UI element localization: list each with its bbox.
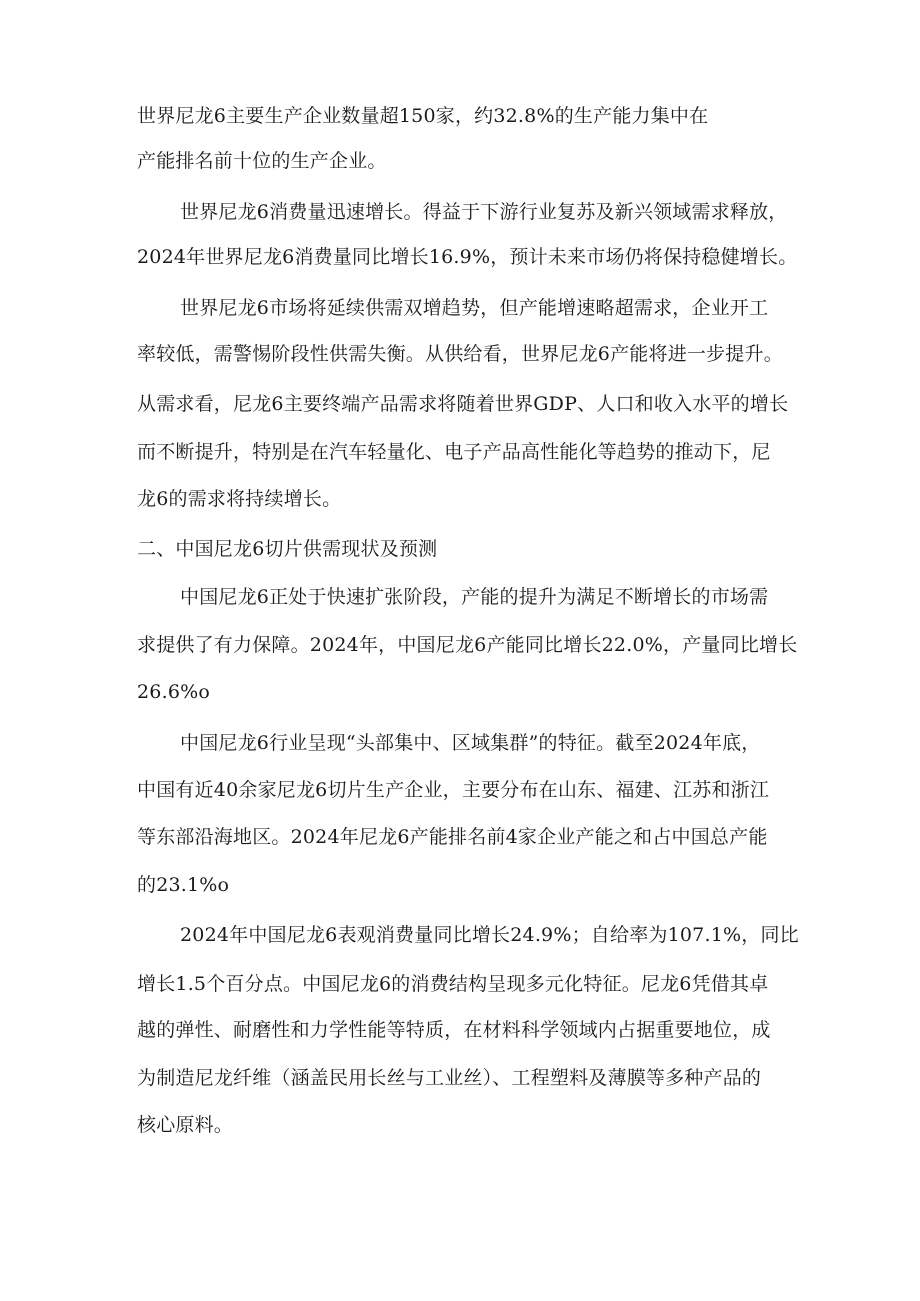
text-line: 龙6的需求将持续增长。: [137, 488, 342, 510]
text-line: 等东部沿海地区。2024年尼龙6产能排名前4家企业产能之和占中国总产能: [137, 826, 768, 848]
text-line: 中国尼龙6正处于快速扩张阶段，产能的提升为满足不断增长的市场需: [180, 586, 769, 608]
text-line: 越的弹性、耐磨性和力学性能等特质，在材料科学领域内占据重要地位，成: [137, 1019, 771, 1041]
text-line: 中国尼龙6行业呈现“头部集中、区域集群”的特征。截至2024年底，: [180, 732, 761, 754]
text-line: 求提供了有力保障。2024年，中国尼龙6产能同比增长22.0%，产量同比增长: [137, 634, 798, 656]
text-line: 世界尼龙6主要生产企业数量超150家，约32.8%的生产能力集中在: [137, 105, 709, 127]
text-line: 而不断提升，特别是在汽车轻量化、电子产品高性能化等趋势的推动下，尼: [137, 441, 771, 463]
text-line: 的23.1%o: [137, 874, 230, 896]
text-line: 率较低，需警惕阶段性供需失衡。从供给看，世界尼龙6产能将进一步提升。: [137, 343, 783, 365]
text-line: 增长1.5个百分点。中国尼龙6的消费结构呈现多元化特征。尼龙6凭借其卓: [137, 973, 769, 995]
text-line: 为制造尼龙纤维（涵盖民用长丝与工业丝）、工程塑料及薄膜等多种产品的: [137, 1067, 762, 1089]
text-line: 中国有近40余家尼龙6切片生产企业，主要分布在山东、福建、江苏和浙江: [137, 779, 770, 801]
text-line: 26.6%o: [137, 681, 210, 703]
text-line: 2024年中国尼龙6表观消费量同比增长24.9%；自给率为107.1%，同比: [180, 924, 799, 946]
text-line: 产能排名前十位的生产企业。: [137, 150, 387, 172]
text-line: 从需求看，尼龙6主要终端产品需求将随着世界GDP、人口和收入水平的增长: [137, 393, 789, 415]
text-line: 世界尼龙6消费量迅速增长。得益于下游行业复苏及新兴领域需求释放，: [180, 201, 788, 223]
text-line: 世界尼龙6市场将延续供需双增趋势，但产能增速略超需求，企业开工: [180, 297, 769, 319]
text-line: 核心原料。: [137, 1114, 234, 1136]
section-heading: 二、中国尼龙6切片供需现状及预测: [137, 538, 438, 560]
text-line: 2024年世界尼龙6消费量同比增长16.9%，预计未来市场仍将保持稳健增长。: [137, 246, 798, 268]
